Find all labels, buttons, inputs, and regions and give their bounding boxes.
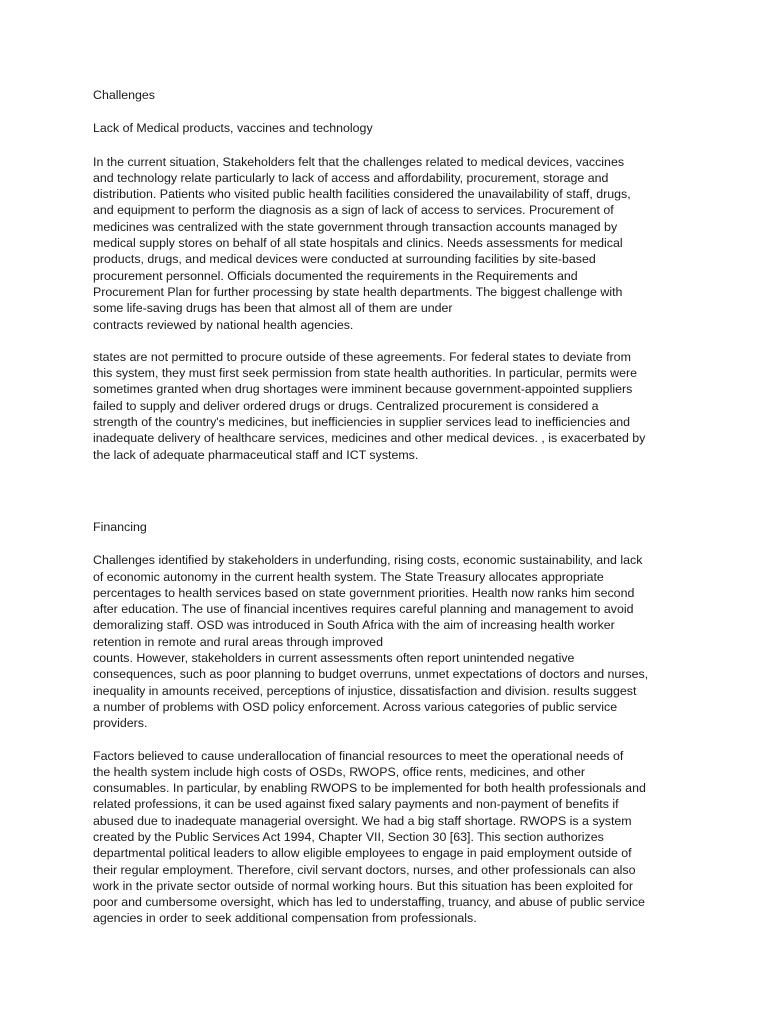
paragraph-financing-1: Challenges identified by stakeholders in underfunding, rising costs, economic sustainability, and lack of economic autonomy in the current health system. The State Treasury allocates appropriate percentages to health services based on state government priorities. Health now ranks him second after education. The use of financial incentives requires careful planning and management to avoid demoralizing staff. OSD was introduced in South Africa with the aim of increasing health worker retention in remote and rural areas through improved counts. However, stakeholders in current assessments often report unintended negative consequences, such as poor planning to budget overruns, unmet expectations of doctors and nurses, inequality in amounts received, perceptions of injustice, dissatisfaction and division. results suggest a number of problems with OSD policy enforcement. Across various categories of public service providers. (93, 553, 649, 731)
section-spacer (93, 479, 678, 519)
paragraph-financing-2: Factors believed to cause underallocation of financial resources to meet the operational needs of the health system include high costs of OSDs, RWOPS, office rents, medicines, and other consumables. In particular, by enabling RWOPS to be implemented for both health professionals and related professions, it can be used against fixed salary payments and non-payment of benefits if abused due to inadequate managerial oversight. We had a big staff shortage. RWOPS is a system created by the Public Services Act 1994, Chapter VII, Section 30 [63]. This section authorizes departmental political leaders to allow eligible employees to engage in paid employment outside of their regular employment. Therefore, civil servant doctors, nurses, and other professionals can also work in the private sector outside of normal working hours. But this situation has been exploited for poor and cumbersome oversight, which has led to understaffing, truancy, and abuse of public service agencies in order to seek additional compensation from professionals. (93, 748, 646, 926)
section-heading-financing: Financing (93, 519, 147, 534)
paragraph-medical-products-1: In the current situation, Stakeholders felt that the challenges related to medical devices, vaccines and technology relate particularly to lack of access and affordability, procurement, storage and distribution. Patients who visited public health facilities considered the unavailability of staff, drugs, and equipment to perform the diagnosis as a sign of lack of access to services. Procurement of medicines was centralized with the state government through transaction accounts managed by medical supply stores on behalf of all state hospitals and clinics. Needs assessments for medical products, drugs, and medical devices were conducted at surrounding facilities by site-based procurement personnel. Officials documented the requirements in the Requirements and Procurement Plan for further processing by state health departments. The biggest challenge with some life-saving drugs has been that almost all of them are under contracts reviewed by national health agencies. (93, 154, 631, 332)
subheading-medical-products: Lack of Medical products, vaccines and technology (93, 121, 373, 136)
section-heading-challenges: Challenges (93, 88, 155, 102)
paragraph-medical-products-2: states are not permitted to procure outside of these agreements. For federal states to deviate from this system, they must first seek permission from state health authorities. In particular, permits were sometimes granted when drug shortages were imminent because government-appointed suppliers failed to supply and deliver ordered drugs or drugs. Centralized procurement is considered a strength of the country's medicines, but inefficiencies in supplier services lead to inefficiencies and inadequate delivery of healthcare services, medicines and other medical devices. , is exacerbated by the lack of adequate pharmaceutical staff and ICT systems. (93, 349, 646, 462)
